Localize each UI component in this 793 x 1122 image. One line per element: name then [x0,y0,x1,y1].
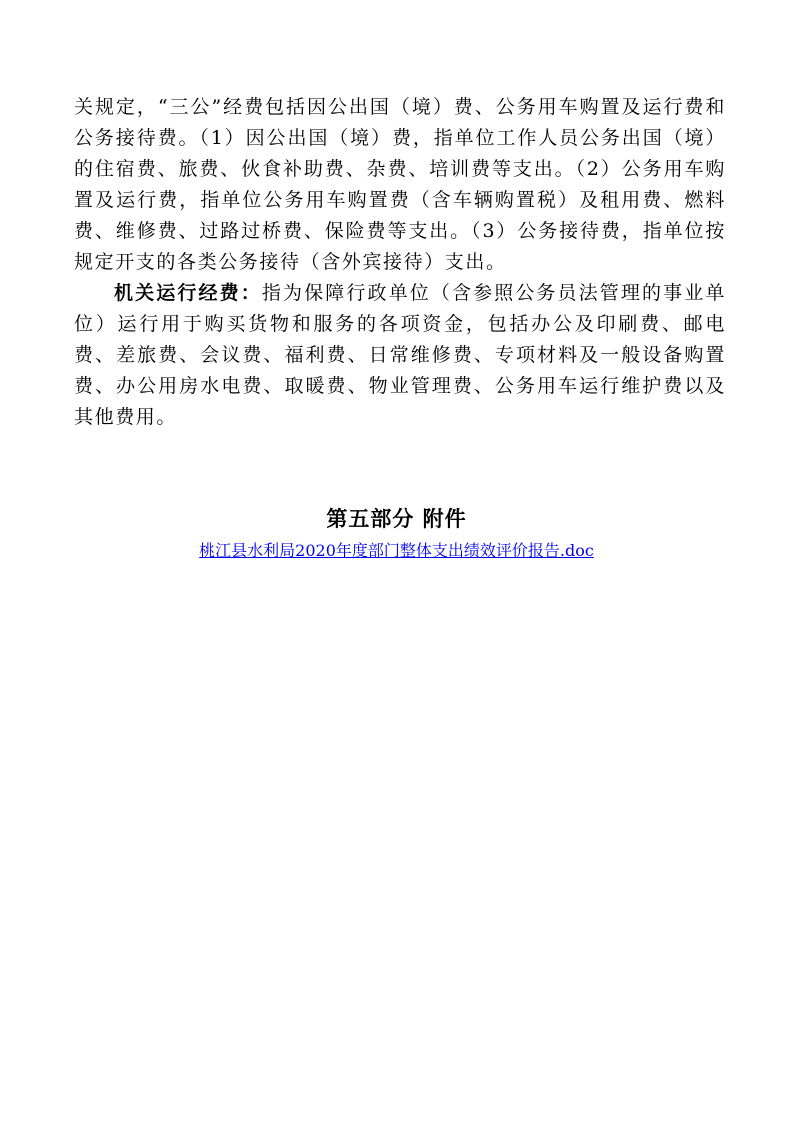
definition-operating-expenses: 指为保障行政单位（含参照公务员法管理的事业单位）运行用于购买货物和服务的各项资金，包括办公及印刷费、邮电费、差旅费、会议费、福利费、日常维修费、专项材料及一般设备购置费、办公用房水电费、取暖费、物业管理费、公务用车运行维护费以及其他费用。 [74,282,727,428]
section-heading-attachments: 第五部分 附件 [326,507,467,531]
attachment-file-link[interactable]: 桃江县水利局2020年度部门整体支出绩效评价报告.doc [199,541,594,560]
term-operating-expenses: 机关运行经费： [114,282,262,304]
paragraph-operating-expenses [74,278,726,433]
attachment-link-container [0,539,793,563]
paragraph-three-public-expenses: 关规定，“三公”经费包括因公出国（境）费、公务用车购置及运行费和公务接待费。（1）因公出国（境）费，指单位工作人员公务出国（境）的住宿费、旅费、伙食补助费、杂费、培训费等支出。（2）公务用车购置及运行费，指单位公务用车购置费（含车辆购置税）及租用费、燃料费、维修费、过路过桥费、保险费等支出。（3）公务接待费，指单位按规定开支的各类公务接待（含外宾接待）支出。 [74,96,726,273]
document-body [74,92,726,433]
